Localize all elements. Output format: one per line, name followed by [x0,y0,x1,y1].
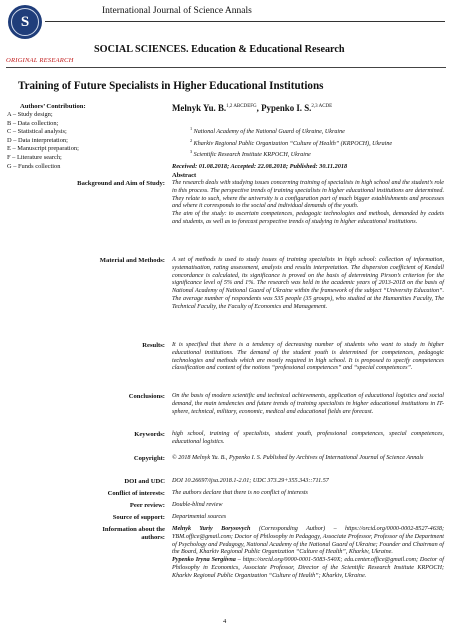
affiliation-text: Scientific Research Institute KRPOCH, Ukraine [192,152,311,159]
contributions-list [7,111,79,171]
author-info-name: Pypenko Iryna Sergiivna [172,557,236,563]
copyright-paragraph: © 2018 Melnyk Yu. B., Pypenko I. S. Published by Archives of International Journal of Science Annals [172,455,424,461]
copyright-label: Copyright: [133,455,165,462]
results-paragraph: It is specified that there is a tendency of decreasing number of students who want to study in higher educational institutions. The demand of the student youth is determined for competences, pedagogic technologies and methods which are mostly required in high school. It is proposed to specify competences classification and content of the notions “professional competences” and “special competences”. [172,342,444,372]
publication-dates: Received: 01.08.2018; Accepted: 22.08.2018; Published: 30.11.2018 [172,163,348,170]
methods-text [172,257,444,311]
results-text [172,342,444,373]
affiliation-number: 1 [190,126,193,131]
doi-text [172,478,444,486]
keywords-text [172,431,444,447]
conclusions-text [172,393,444,416]
author-info-name: Melnyk Yuriy Borysovych [172,526,251,532]
author-line [172,103,332,113]
conflict-label: Conflict of interests: [107,490,165,497]
article-title: Training of Future Specialists in Higher Educational Institutions [18,80,324,92]
results-label: Results: [142,342,165,349]
methods-paragraph: A set of methods is used to study issues of training specialists in high school: collection of information, systematisation, rating assessment, analysis and results interpretation. The dispersion coefficient of Kendall concordance is calculated, its significance is proved on the basis of determining Pirson’s criterion for the significance level of 5% and 1%. The research was held in the academic years of 2013-2018 on the basis of National Academy of National Guard of Ukraine within the framework of the subject “University Education”. The average number of respondents was 535 people (35 groups), who studied at the Humanities Faculty, The Technical Faculty, the Faculty of Economics and Management. [172,257,444,310]
conflict-text [172,490,444,498]
keywords-label: Keywords: [134,431,165,438]
affiliation-text: Kharkiv Regional Public Organization “Culture of Health” (KRPOCH), Ukraine [192,140,393,147]
contributions-heading: Authors’ Contribution: [20,103,86,110]
page-number: 4 [223,618,227,625]
section-divider [6,67,446,68]
author-contribution-codes: 1,2 ABCDEFG [226,104,257,110]
conclusions-label: Conclusions: [128,393,165,400]
aim-paragraph: The aim of the study: to ascertain competences, pedagogic technologies and methods, demanded by cadets and students, as well as to forecast perspective trends of studying in higher educational institutions. [172,211,444,225]
support-label: Source of support: [112,514,165,521]
authors-info-text [172,526,444,580]
article-type-badge: ORIGINAL RESEARCH [6,57,74,64]
contribution-item: A – Study design; [7,111,53,118]
contribution-item: E – Manuscript preparation; [7,145,79,153]
affiliation-number: 2 [190,137,193,143]
abstract-heading: Abstract [172,172,197,179]
affiliations [190,125,392,160]
author-contribution-codes: 2,3 ACDE [311,104,333,110]
affiliation-item [190,137,392,149]
peer-review-label: Peer review: [129,502,165,509]
contribution-item: C – Statistical analysis; [7,128,67,136]
copyright-text [172,455,444,463]
conflict-paragraph: The authors declare that there is no conflict of interests [172,490,308,496]
doi-label: DOI and UDC [124,478,165,485]
background-label: Background and Aim of Study: [77,180,165,187]
author-separator: , [256,103,262,113]
journal-logo-letter: S [11,8,39,36]
author-info-paragraph [172,526,444,557]
support-text [172,514,444,522]
author-info-details: (Corresponding Author) – https://orcid.org/0000-0002-8527-4638; YBM.office@gmail.com; Doctor of Philosophy in Pedagogy, Associate Professor, Professor of the Department of Psychology and Pedagogy, National Academy of the National Guard of Ukraine; Founder and Chairman of the Board, Kharkiv Regional Public Organization “Culture of Health”, Kharkiv, Ukraine. [172,526,444,556]
affiliation-text: National Academy of the National Guard of Ukraine, Ukraine [192,129,345,136]
peer-review-paragraph: Double-blind review [172,502,223,508]
support-paragraph: Departmental sources [172,514,227,520]
affiliation-item [190,148,392,160]
contribution-item: G – Funds collection [7,162,61,170]
keywords-paragraph: high school, training of specialists, student youth, professional competences, special competences, educational logistics. [172,431,444,445]
affiliation-item [190,125,392,137]
conclusions-paragraph: On the basis of modern scientific and technical achievements, application of educational logistics and social demand, the main tendencies and future trends of training specialists in higher educational institutions in IT-sphere, technical, military, economic, medical and educational fields are forecast. [172,393,444,415]
methods-label: Material and Methods: [99,257,165,264]
header-divider [45,21,445,22]
journal-logo [8,5,42,39]
section-heading: SOCIAL SCIENCES. Education & Educational Research [94,44,345,55]
authors-info-label: Information about the authors: [102,526,165,542]
contribution-item: F – Literature search; [7,153,62,161]
background-text [172,180,444,227]
author-name: Melnyk Yu. B. [172,103,227,113]
author-info-paragraph [172,557,444,580]
journal-name: International Journal of Science Annals [102,6,252,16]
author-name: Pypenko I. S. [261,103,312,113]
author-info-details: – https://orcid.org/0000-0001-5083-540X; edu.center.office@gmail.com; Doctor of Philosophy in Economics, Associate Professor, Director of the Scientific Research Institute KRPOCH; Kharkiv Regional Public Organization “Culture of Health”; Kharkiv, Ukraine. [172,557,444,579]
affiliation-number: 3 [190,149,193,155]
contribution-item: D – Data interpretation; [7,136,68,144]
doi-paragraph: DOI 10.26697/ijsa.2018.1-2.01; UDC 373.29+355.343::711.57 [172,478,329,484]
contribution-item: B – Data collection; [7,119,59,127]
background-paragraph: The research deals with studying issues concerning training of specialists in high school and the student’s role in this process. The perspective trends of training specialists in higher educational institutions are determined. They relate to such, where the university is a configuration part of much bigger establishments and processes and where it corresponds to the social and individual demands of the youth. [172,180,444,210]
peer-review-text [172,502,444,510]
